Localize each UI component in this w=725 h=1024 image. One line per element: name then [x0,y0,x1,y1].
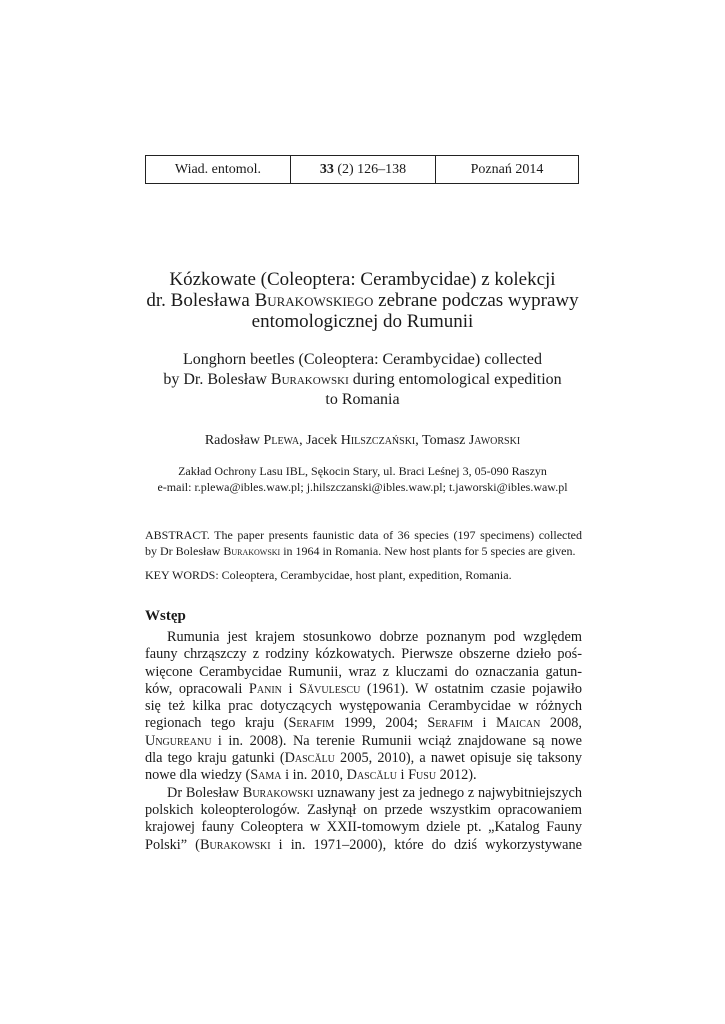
p2-line-2: polskich koleopterologów. Zasłynął on przede wszystkim opracowaniem [145,801,582,818]
p1-l9-mid-1: i in. 2010, [281,767,347,784]
p1-line-1: Rumunia jest krajem stosunkowo dobrze poznanym pod względem [167,629,582,645]
title-en-line-3: to Romania [325,391,400,408]
abstract-name: Burakowski [223,544,281,558]
p1-l4-post: (1961). W ostatnim czasie pojawiło [360,680,583,697]
title-polish [100,269,625,332]
p1-l6-mid-1: 1999, 2004; [334,715,428,732]
p1-l9-pre: nowe dla wiedzy ( [145,767,251,784]
p1-l9-post: 2012). [436,767,477,784]
abstract-line-1: ABSTRACT. The paper presents faunistic data of 36 species (197 specimens) collected [145,528,582,542]
p1-l4-mid: i [281,680,299,697]
place-year [435,156,578,183]
p2-l1-pre: Dr Bolesław [167,784,243,801]
p1-line-8 [145,750,582,767]
title-pl-line-1: Kózkowate (Coleoptera: Cerambycidae) z kolekcji [169,269,556,290]
p1-l6-post: 2008, [540,715,582,732]
p1-l9-mid-2: i [396,767,409,784]
affiliation-address: Zakład Ochrony Lasu IBL, Sękocin Stary, ul. Braci Leśnej 3, 05-090 Raszyn [178,464,547,478]
volume-number: 33 [319,161,334,177]
p1-l9-name-3: Fusu [408,767,437,784]
title-pl-line-2-pre: dr. Bolesława [146,290,255,311]
p1-l7-post: i in. 2008). Na terenie Rumunii wciąż znajdowane są nowe [211,732,582,749]
p2-l1-name: Burakowski [242,784,314,801]
keywords: KEY WORDS: Coleoptera, Cerambycidae, host plant, expedition, Romania. [145,568,512,582]
body-text [145,629,582,854]
p1-line-3: więcone Cerambycidae Rumunii, wraz z kluczami do oznaczania gatun- [145,663,582,680]
p1-line-6 [145,715,582,732]
author-2-first: , Jacek [299,433,341,448]
title-en-line-2-pre: by Dr. Bolesław [163,371,271,388]
author-3-first: , Tomasz [415,433,469,448]
p1-l6-name-3: Maican [495,715,541,732]
p1-l6-name-2: Serafim [427,715,474,732]
p1-line-5: się też kilka prac dotyczących występowania Cerambycidae w różnych [145,698,582,715]
abstract-line-2-post: in 1964 in Romania. New host plants for 5 species are given. [280,544,576,558]
paragraph-2 [145,785,582,854]
title-pl-line-3: entomologicznej do Rumunii [251,311,474,332]
p1-l8-pre: dla tego kraju gatunki ( [145,750,285,767]
p1-l6-pre: regionach tego kraju ( [145,715,289,732]
author-1-last: Plewa [263,433,300,448]
affiliation [100,463,625,495]
p2-l1-post: uznawany jest za jednego z najwybitniejszych [313,784,582,801]
title-en-line-2 [100,370,625,390]
title-pl-line-2 [100,290,625,311]
issue-pages: (2) 126–138 [333,161,407,177]
title-en-line-1: Longhorn beetles (Coleoptera: Cerambycidae) collected [183,351,542,368]
p1-l6-name-1: Serafim [288,715,335,732]
journal-name-text: Wiad. entomol. [174,161,262,177]
title-english [100,350,625,410]
affiliation-emails: e-mail: r.plewa@ibles.waw.pl; j.hilszczanski@ibles.waw.pl; t.jaworski@ibles.waw.pl [157,480,568,494]
p1-line-9 [145,767,582,784]
paragraph-1 [145,629,582,785]
abstract [145,527,582,559]
title-en-name: Burakowski [270,371,349,388]
p1-l4-name-1: Panin [248,680,282,697]
p2-l4-pre: Polski” ( [145,836,200,853]
abstract-line-2 [145,543,582,559]
journal-name [146,156,290,183]
p2-line-3: krajowej fauny Coleoptera w XXII-tomowym dziele pt. „Katalog Fauny [145,819,582,836]
section-heading: Wstęp [145,608,186,624]
author-2-last: Hilszczański [340,433,416,448]
p2-line-1 [145,785,582,802]
p1-l8-post: 2005, 2010), a nawet opisuje się taksony [334,750,582,767]
author-1-first: Radosław [204,433,264,448]
place-year-text: Poznań 2014 [470,161,544,177]
p1-l4-name-2: Săvulescu [299,680,361,697]
p2-l4-name: Burakowski [199,836,271,853]
p1-l9-name-1: Sama [250,767,282,784]
title-pl-line-2-post: zebrane podczas wyprawy [373,290,579,311]
abstract-line-2-pre: by Dr Bolesław [145,544,224,558]
p1-l4-pre: ków, opracowali [145,680,249,697]
journal-header-box [145,155,579,184]
p1-l7-name-1: Ungureanu [145,732,212,749]
p1-l8-name-1: Dascălu [284,750,335,767]
title-en-line-2-post: during entomological expedition [348,371,562,388]
p1-line-4 [145,681,582,698]
p1-line-7 [145,733,582,750]
p1-l6-mid-2: i [473,715,496,732]
p2-l4-post: i in. 1971–2000), które do dziś wykorzystywane [270,836,583,853]
p1-line-2: fauny chrząszczy z rodziny kózkowatych. Pierwsze obszerne dzieło poś- [145,646,582,663]
volume-issue-pages [290,156,435,183]
author-list [100,432,625,450]
p1-l9-name-2: Dascălu [346,767,397,784]
title-pl-name: Burakowskiego [254,290,374,311]
p2-line-4 [145,837,582,854]
author-3-last: Jaworski [468,433,521,448]
